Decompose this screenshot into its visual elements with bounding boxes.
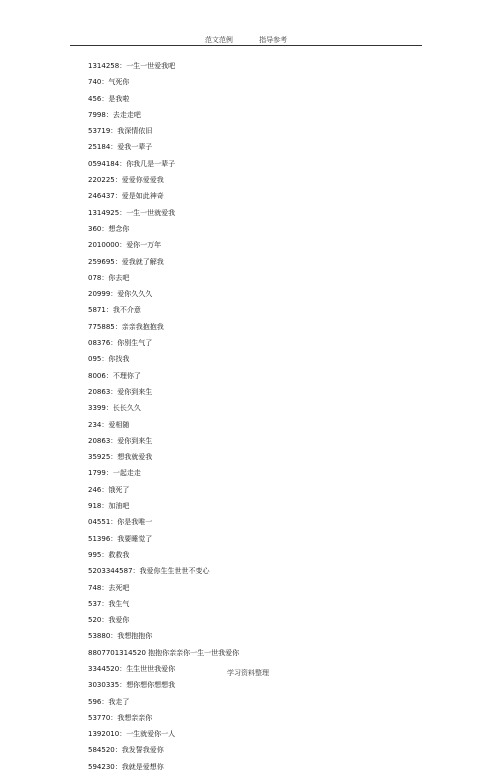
entry-meaning: 我爱你生生世世不变心 [139, 567, 210, 576]
entry-meaning: 我发誓我爱你 [121, 746, 164, 755]
list-item [88, 713, 418, 729]
entry-code: 35925 [88, 453, 111, 462]
list-item [88, 550, 418, 566]
entry-code: 095 [88, 355, 102, 364]
entry-code: 259695 [88, 257, 115, 266]
entry-meaning: 我想抱抱你 [117, 632, 153, 641]
entry-separator: ： [105, 110, 113, 119]
entry-separator: ： [114, 176, 122, 185]
entry-meaning: 你我几是一辈子 [126, 159, 176, 168]
header-left-text: 范文范例 [204, 36, 233, 44]
entry-meaning: 救救我 [108, 550, 130, 559]
entry-code: 740 [88, 78, 102, 87]
entry-code: 1799 [88, 469, 106, 478]
entry-separator: ： [114, 192, 122, 201]
entry-meaning: 我不介意 [112, 306, 141, 315]
entry-meaning: 我深情依旧 [117, 127, 153, 136]
list-item [88, 534, 418, 550]
entry-meaning: 你去吧 [108, 273, 130, 282]
entry-meaning: 爱你一万年 [126, 241, 162, 250]
entry-code: 53880 [88, 632, 111, 641]
list-item [88, 631, 418, 647]
list-item [88, 680, 418, 696]
list-item [88, 615, 418, 631]
entry-meaning: 你找我 [108, 355, 130, 364]
list-item [88, 175, 418, 191]
entry-meaning: 爱我就了解我 [121, 257, 164, 266]
entry-meaning: 一起走走 [112, 469, 141, 478]
entry-meaning: 你别生气了 [117, 339, 153, 348]
entry-separator: ： [101, 94, 109, 103]
list-item [88, 762, 418, 778]
entry-separator: ： [110, 713, 118, 722]
list-item [88, 94, 418, 110]
list-item [88, 501, 418, 517]
list-item [88, 648, 418, 664]
entry-code: 53770 [88, 713, 111, 722]
entry-separator: ： [101, 599, 109, 608]
entry-code: 1314258 [88, 62, 120, 70]
header-right-text: 指导参考 [259, 36, 288, 44]
entry-meaning: 想你想你想想我 [126, 681, 176, 690]
entry-meaning: 我要睡觉了 [117, 534, 153, 543]
list-item [88, 452, 418, 468]
entry-separator: ： [110, 387, 118, 396]
entry-meaning: 爱你到来生 [117, 387, 153, 396]
entry-code: 5871 [88, 306, 106, 315]
entry-meaning: 一生一世爱我吧 [126, 62, 176, 70]
entry-code: 8006 [88, 371, 106, 380]
entry-code: 3030335 [88, 681, 120, 690]
entry-separator: ： [119, 159, 127, 168]
entry-separator: ： [110, 632, 118, 641]
list-item [88, 257, 418, 273]
list-item [88, 468, 418, 484]
list-item [88, 697, 418, 713]
entry-code: 520 [88, 616, 102, 625]
list-item [88, 387, 418, 403]
list-item [88, 126, 418, 142]
list-item [88, 485, 418, 501]
list-item [88, 371, 418, 387]
entry-meaning: 想我就爱我 [117, 453, 153, 462]
entry-meaning: 一生就爱你一人 [126, 730, 176, 739]
entry-separator: ： [101, 502, 109, 511]
page-footer: 学习资料整理 [227, 669, 269, 677]
list-item [88, 110, 418, 126]
entry-meaning: 生生世世我爱你 [126, 664, 176, 673]
entry-meaning: 我想亲亲你 [117, 713, 153, 722]
entry-meaning: 想念你 [108, 224, 130, 233]
entry-separator: ： [119, 730, 127, 739]
entry-separator: ： [105, 371, 113, 380]
entry-code: 748 [88, 583, 102, 592]
entry-separator: ： [101, 616, 109, 625]
entry-code: 2010000 [88, 241, 120, 250]
list-item [88, 289, 418, 305]
entry-separator: ： [101, 583, 109, 592]
list-item [88, 436, 418, 452]
list-item [88, 224, 418, 240]
entry-separator: ： [101, 697, 109, 706]
list-item [88, 420, 418, 436]
entry-code: 08376 [88, 339, 111, 348]
entry-code: 234 [88, 420, 102, 429]
entry-meaning: 长长久久 [112, 404, 141, 413]
entry-meaning: 加油吧 [108, 502, 130, 511]
entry-separator: ： [101, 355, 109, 364]
list-item [88, 273, 418, 289]
entry-code: 51396 [88, 534, 111, 543]
entry-code: 596 [88, 697, 102, 706]
entry-code: 246 [88, 485, 102, 494]
entry-separator: ： [101, 78, 109, 87]
entry-code: 0594184 [88, 159, 120, 168]
entry-meaning: 饿死了 [108, 485, 130, 494]
entry-separator: ： [101, 485, 109, 494]
entry-separator: ： [105, 404, 113, 413]
entry-meaning: 一生一世就爱我 [126, 208, 176, 217]
entry-meaning: 爱你久久久 [117, 290, 153, 299]
entry-code: 3344520 [88, 664, 120, 673]
list-item [88, 403, 418, 419]
entry-code: 537 [88, 599, 102, 608]
entry-code: 246437 [88, 192, 115, 201]
entry-separator: ： [114, 322, 122, 331]
entry-meaning: 去走走吧 [112, 110, 141, 119]
entry-meaning: 爱是如此神奇 [121, 192, 164, 201]
entry-meaning: 我就是爱想你 [121, 762, 164, 771]
entry-meaning: 抱抱你亲亲你一生一世我爱你 [148, 648, 240, 657]
list-item [88, 599, 418, 615]
entry-separator: ： [110, 127, 118, 136]
entry-separator: ： [110, 143, 118, 152]
entry-separator: ： [101, 273, 109, 282]
entry-code: 220225 [88, 176, 115, 185]
entry-separator: ： [105, 306, 113, 315]
entry-separator: ： [119, 208, 127, 217]
entry-code: 078 [88, 273, 102, 282]
entry-meaning: 我生气 [108, 599, 130, 608]
list-item [88, 240, 418, 256]
entry-code: 20863 [88, 387, 111, 396]
entry-code: 20999 [88, 290, 111, 299]
entry-code: 5203344587 [88, 567, 133, 576]
entry-code: 7998 [88, 110, 106, 119]
entry-separator: ： [114, 746, 122, 755]
entry-code: 53719 [88, 127, 111, 136]
list-item [88, 305, 418, 321]
list-item [88, 566, 418, 582]
entry-meaning: 我走了 [108, 697, 130, 706]
entry-meaning: 爱你到来生 [117, 436, 153, 445]
entry-separator: ： [119, 62, 127, 70]
list-item [88, 77, 418, 93]
page-header [70, 35, 422, 46]
entry-code: 1314925 [88, 208, 120, 217]
list-item [88, 159, 418, 175]
entry-code: 594230 [88, 762, 115, 771]
entry-code: 04551 [88, 518, 111, 527]
entry-code: 25184 [88, 143, 111, 152]
entry-code: 775885 [88, 322, 115, 331]
entry-separator: ： [119, 681, 127, 690]
entry-separator: ： [132, 567, 140, 576]
list-item [88, 61, 418, 77]
entry-code: 360 [88, 224, 102, 233]
entry-separator: ： [119, 241, 127, 250]
list-item [88, 191, 418, 207]
entry-code: 3399 [88, 404, 106, 413]
list-item [88, 745, 418, 761]
list-item [88, 142, 418, 158]
entry-separator: ： [110, 436, 118, 445]
entry-code: 918 [88, 502, 102, 511]
entry-separator: ： [119, 664, 127, 673]
entry-separator: ： [114, 762, 122, 771]
list-item [88, 338, 418, 354]
entry-meaning: 爱相随 [108, 420, 130, 429]
entry-separator: ： [114, 257, 122, 266]
list-item [88, 354, 418, 370]
entry-code: 584520 [88, 746, 115, 755]
entry-meaning: 爱爱你爱爱我 [121, 176, 164, 185]
entry-separator: ： [110, 339, 118, 348]
entry-separator: ： [101, 224, 109, 233]
list-item [88, 729, 418, 745]
entry-meaning: 爱我一辈子 [117, 143, 153, 152]
entry-code: 1392010 [88, 730, 120, 739]
list-item [88, 208, 418, 224]
list-item [88, 583, 418, 599]
entry-meaning: 我爱你 [108, 616, 130, 625]
entry-meaning: 是我啦 [108, 94, 130, 103]
entry-separator: ： [110, 518, 118, 527]
entry-code: 995 [88, 550, 102, 559]
entry-code: 20863 [88, 436, 111, 445]
entry-separator: ： [101, 550, 109, 559]
entry-meaning: 不理你了 [112, 371, 141, 380]
list-item [88, 322, 418, 338]
entry-meaning: 你是我唯一 [117, 518, 153, 527]
entry-separator: ： [101, 420, 109, 429]
entry-meaning: 气死你 [108, 78, 130, 87]
entry-separator: ： [105, 469, 113, 478]
list-item [88, 517, 418, 533]
entry-separator: ： [110, 453, 118, 462]
entry-meaning: 去死吧 [108, 583, 130, 592]
entry-separator: ： [110, 534, 118, 543]
entry-code: 456 [88, 94, 102, 103]
entry-separator: ： [110, 290, 118, 299]
entry-meaning: 亲亲我抱抱我 [121, 322, 164, 331]
entry-code: 8807701314520 [88, 648, 146, 657]
